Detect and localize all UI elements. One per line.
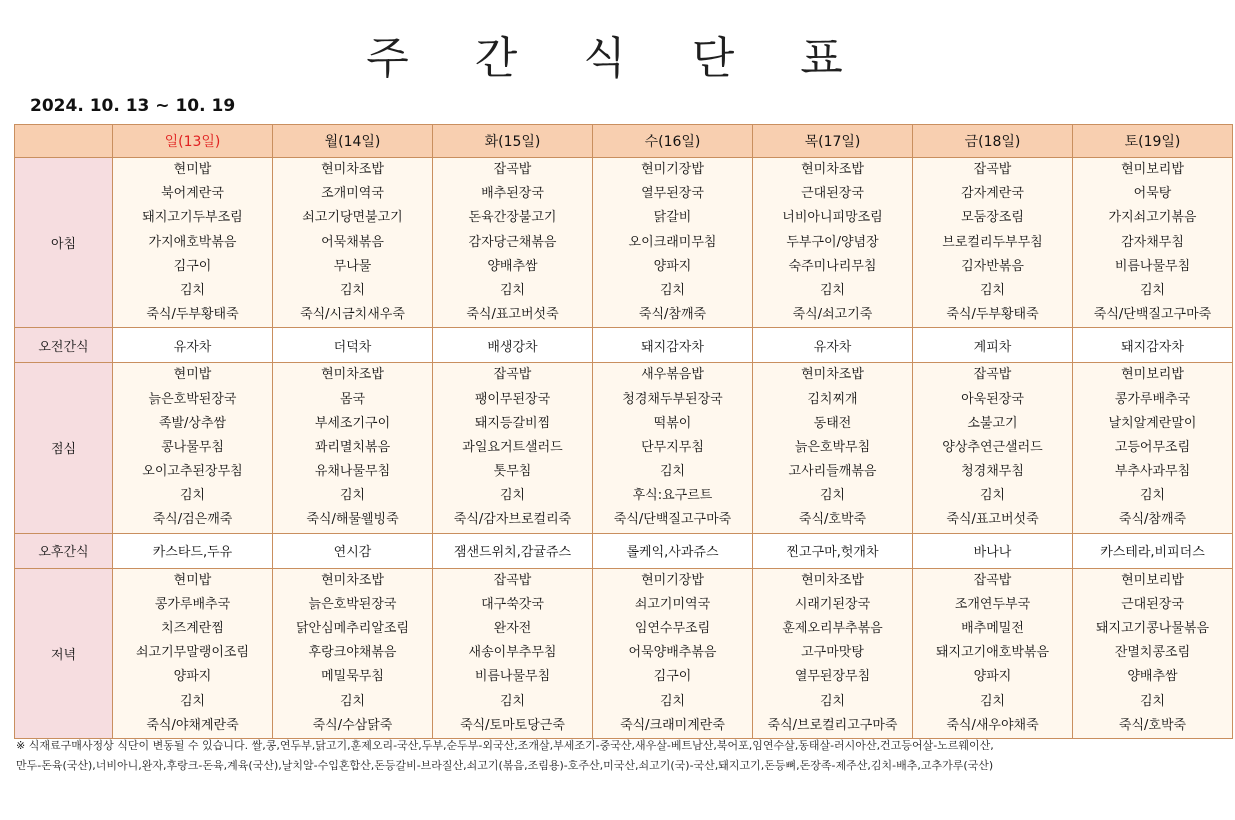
row-label: 오후간식 <box>15 533 113 568</box>
menu-item: 잔멸치콩조림 <box>1114 645 1191 661</box>
menu-item: 콩가루배추국 <box>1114 391 1191 407</box>
menu-item: 무나물 <box>333 258 372 274</box>
menu-item: 죽식/호박죽 <box>1118 717 1187 733</box>
menu-item: 잡곡밥 <box>973 367 1012 383</box>
menu-item: 돼지고기애호박볶음 <box>935 645 1050 661</box>
snack-cell: 더덕차 <box>273 328 433 363</box>
meal-cell <box>1073 363 1233 533</box>
menu-item: 가지쇠고기볶음 <box>1108 210 1197 226</box>
menu-item: 잡곡밥 <box>493 162 532 177</box>
snack-cell: 카스타드,두유 <box>113 533 273 568</box>
menu-item: 북어계란국 <box>161 186 224 202</box>
menu-item: 죽식/시금치새우죽 <box>300 307 405 323</box>
menu-item: 현미밥 <box>173 162 212 177</box>
snack-cell: 연시감 <box>273 533 433 568</box>
menu-item: 고등어무조림 <box>1114 439 1191 455</box>
menu-item: 양배추쌈 <box>487 258 538 274</box>
note-line: 만두-돈육(국산),너비아니,완자,후랑크-돈육,계육(국산),날치알-수입혼합산,돈등갈비-브라질산,쇠고기(볶음,조림용)-호주산,미국산,쇠고기(국)-국산,돼지고기,돈등뼈,돈장족-제주산,김치-배추,고추가루(국산) <box>16 759 994 772</box>
menu-item: 현미차조밥 <box>321 162 384 177</box>
menu-item: 현미차조밥 <box>801 367 864 383</box>
menu-item: 김치찌개 <box>807 391 858 407</box>
menu-item: 현미보리밥 <box>1121 367 1184 383</box>
menu-item: 양상추연근샐러드 <box>942 439 1043 455</box>
menu-item: 현미차조밥 <box>321 367 384 383</box>
meal-cell <box>273 568 433 738</box>
menu-item: 부추사과무침 <box>1114 464 1191 480</box>
meal-cell <box>753 158 913 328</box>
menu-item: 잡곡밥 <box>493 367 532 383</box>
day-header-tue: 화(15일) <box>433 125 593 158</box>
menu-item: 콩가루배추국 <box>154 596 231 612</box>
menu-item: 오이크래미무침 <box>628 234 717 250</box>
snack-cell: 유자차 <box>753 328 913 363</box>
menu-item: 죽식/브로컬리고구마죽 <box>767 717 898 733</box>
meal-cell <box>913 568 1073 738</box>
meal-row <box>15 568 1233 738</box>
meal-cell <box>433 363 593 533</box>
snack-cell: 롤케익,사과쥬스 <box>593 533 753 568</box>
menu-item: 열무된장무침 <box>794 669 871 685</box>
menu-item: 근대된장국 <box>801 186 864 202</box>
menu-item: 오이고추된장무침 <box>142 464 243 480</box>
menu-item: 현미기장밥 <box>641 572 704 588</box>
meal-cell <box>1073 158 1233 328</box>
menu-item: 새송이부추무침 <box>468 645 557 661</box>
menu-item: 늙은호박무침 <box>794 439 871 455</box>
menu-item: 죽식/참깨죽 <box>1118 512 1187 528</box>
menu-item: 가지애호박볶음 <box>148 234 237 250</box>
menu-item: 유채나물무침 <box>314 464 391 480</box>
note-line: ※ 식재료구매사정상 식단이 변동될 수 있습니다. 쌀,콩,연두부,닭고기,훈제오리-국산,두부,순두부-외국산,조개살,부세조기-중국산,새우살-베트남산,북어포,임연수살,동태살-러시아산,건고등어살-노르웨이산, <box>16 739 994 752</box>
menu-item: 양파지 <box>653 258 692 274</box>
menu-item: 김치 <box>499 282 526 298</box>
menu-item: 죽식/크래미계란죽 <box>620 717 725 733</box>
menu-item: 김치 <box>179 282 206 298</box>
menu-item: 잡곡밥 <box>973 572 1012 588</box>
date-range: 2024. 10. 13 ~ 10. 19 <box>30 96 236 116</box>
menu-item: 아욱된장국 <box>961 391 1024 407</box>
menu-item: 돼지등갈비찜 <box>474 415 551 431</box>
day-header-thu: 목(17일) <box>753 125 913 158</box>
menu-item: 숙주미나리무침 <box>788 258 877 274</box>
menu-item: 돼지고기두부조림 <box>142 210 243 226</box>
meal-cell <box>113 568 273 738</box>
menu-item: 죽식/쇠고기죽 <box>792 307 873 323</box>
menu-item: 소불고기 <box>967 415 1018 431</box>
menu-item: 쇠고기무말랭이조림 <box>135 645 250 661</box>
day-header-fri: 금(18일) <box>913 125 1073 158</box>
menu-item: 죽식/야채계란죽 <box>146 717 239 733</box>
menu-item: 쇠고기당면불고기 <box>302 210 403 226</box>
menu-item: 양파지 <box>173 669 212 685</box>
day-header-sat: 토(19일) <box>1073 125 1233 158</box>
menu-item: 근대된장국 <box>1121 596 1184 612</box>
menu-item: 죽식/참깨죽 <box>638 307 707 323</box>
menu-item: 돈육간장불고기 <box>468 210 557 226</box>
page-title: 주 간 식 단 표 <box>366 33 869 84</box>
corner-header-cell <box>15 125 113 158</box>
menu-item: 현미차조밥 <box>321 572 384 588</box>
menu-table <box>14 124 1233 739</box>
menu-item: 어묵양배추볶음 <box>628 645 717 661</box>
menu-item: 고구마맛탕 <box>801 645 864 661</box>
menu-item: 팽이무된장국 <box>474 391 551 407</box>
menu-item: 잡곡밥 <box>973 162 1012 177</box>
menu-item: 열무된장국 <box>641 186 704 202</box>
menu-item: 김치 <box>1139 282 1166 298</box>
menu-item: 훈제오리부추볶음 <box>782 621 883 636</box>
menu-item: 시래기된장국 <box>794 596 871 612</box>
menu-item: 날치알계란말이 <box>1108 415 1197 431</box>
meal-cell <box>593 568 753 738</box>
snack-cell: 찐고구마,헛개차 <box>753 533 913 568</box>
menu-item: 고사리들깨볶음 <box>788 464 877 480</box>
menu-item: 조개연두부국 <box>954 596 1031 612</box>
meal-cell <box>433 158 593 328</box>
menu-item: 김치 <box>979 488 1006 504</box>
menu-item: 두부구이/양념장 <box>786 234 879 250</box>
menu-item: 죽식/새우야채죽 <box>946 717 1039 733</box>
meal-cell <box>593 363 753 533</box>
menu-item: 김구이 <box>653 669 692 685</box>
menu-item: 후랑크야채볶음 <box>308 645 397 661</box>
menu-item: 돼지고기콩나물볶음 <box>1095 621 1210 636</box>
menu-item: 메밀묵무침 <box>321 669 384 685</box>
menu-item: 청경채두부된장국 <box>622 391 723 407</box>
menu-item: 양파지 <box>973 669 1012 685</box>
meal-row <box>15 363 1233 533</box>
menu-item: 김구이 <box>173 258 212 274</box>
snack-cell: 바나나 <box>913 533 1073 568</box>
menu-item: 죽식/표고버섯죽 <box>946 512 1039 528</box>
menu-item: 완자전 <box>493 621 532 636</box>
menu-item: 죽식/표고버섯죽 <box>466 307 559 323</box>
row-label: 점심 <box>15 363 113 533</box>
meal-cell <box>273 363 433 533</box>
row-label: 오전간식 <box>15 328 113 363</box>
menu-item: 감자계란국 <box>961 186 1024 202</box>
menu-item: 임연수무조림 <box>634 621 711 636</box>
menu-item: 죽식/호박죽 <box>798 512 867 528</box>
menu-item: 족발/상추쌈 <box>158 415 227 431</box>
meal-cell <box>593 158 753 328</box>
menu-item: 동태전 <box>813 415 852 431</box>
menu-item: 김치 <box>659 464 686 480</box>
menu-item: 죽식/감자브로컬리죽 <box>453 512 572 528</box>
menu-item: 어묵탕 <box>1133 186 1172 202</box>
menu-item: 김치 <box>979 282 1006 298</box>
snack-row <box>15 533 1233 568</box>
menu-item: 과일요거트샐러드 <box>462 439 563 455</box>
snack-cell: 배생강차 <box>433 328 593 363</box>
menu-item: 콩나물무침 <box>161 439 224 455</box>
menu-item: 잡곡밥 <box>493 572 532 588</box>
menu-item: 김치 <box>659 693 686 709</box>
menu-item: 김치 <box>1139 693 1166 709</box>
snack-cell: 계피차 <box>913 328 1073 363</box>
menu-item: 대구쑥갓국 <box>481 596 544 612</box>
snack-cell: 잼샌드위치,감귤쥬스 <box>433 533 593 568</box>
snack-row <box>15 328 1233 363</box>
menu-item: 김치 <box>1139 488 1166 504</box>
day-header-row <box>15 125 1233 158</box>
menu-item: 꽈리멸치볶음 <box>314 439 391 455</box>
menu-item: 김치 <box>339 693 366 709</box>
menu-item: 현미밥 <box>173 367 212 383</box>
menu-item: 늙은호박된장국 <box>308 596 397 612</box>
row-label: 아침 <box>15 158 113 328</box>
snack-cell: 유자차 <box>113 328 273 363</box>
meal-cell <box>273 158 433 328</box>
menu-item: 죽식/토마토당근죽 <box>460 717 565 733</box>
menu-item: 어묵채볶음 <box>321 234 384 250</box>
menu-item: 비름나물무침 <box>1114 258 1191 274</box>
row-label: 저녁 <box>15 568 113 738</box>
meal-cell <box>433 568 593 738</box>
menu-item: 김치 <box>979 693 1006 709</box>
meal-cell <box>753 568 913 738</box>
menu-item: 죽식/수삼닭죽 <box>312 717 393 733</box>
menu-item: 양배추쌈 <box>1127 669 1178 685</box>
menu-item: 김자반볶음 <box>961 258 1024 274</box>
menu-item: 현미보리밥 <box>1121 162 1184 177</box>
menu-item: 닭갈비 <box>653 210 692 226</box>
menu-item: 김치 <box>339 488 366 504</box>
snack-cell: 카스테라,비피더스 <box>1073 533 1233 568</box>
menu-item: 감자당근채볶음 <box>468 234 557 250</box>
menu-item: 몸국 <box>339 391 366 407</box>
meal-cell <box>1073 568 1233 738</box>
menu-item: 죽식/두부황태죽 <box>946 307 1039 323</box>
menu-item: 김치 <box>499 488 526 504</box>
menu-item: 감자채무침 <box>1121 234 1184 250</box>
meal-cell <box>113 158 273 328</box>
menu-item: 부세조기구이 <box>314 415 391 431</box>
menu-item: 톳무침 <box>493 464 532 480</box>
menu-item: 김치 <box>659 282 686 298</box>
snack-cell: 돼지감자차 <box>593 328 753 363</box>
menu-item: 김치 <box>339 282 366 298</box>
meal-row <box>15 158 1233 328</box>
menu-item: 김치 <box>499 693 526 709</box>
meal-cell <box>913 158 1073 328</box>
menu-item: 현미기장밥 <box>641 162 704 177</box>
menu-item: 죽식/두부황태죽 <box>146 307 239 323</box>
menu-item: 조개미역국 <box>321 186 384 202</box>
menu-item: 죽식/단백질고구마죽 <box>1093 307 1212 323</box>
menu-item: 모둠장조림 <box>961 210 1024 226</box>
meal-cell <box>913 363 1073 533</box>
menu-item: 치즈계란찜 <box>161 621 224 636</box>
menu-item: 단무지무침 <box>641 439 704 455</box>
menu-item: 배추메밀전 <box>961 621 1024 636</box>
menu-item: 현미차조밥 <box>801 162 864 177</box>
menu-item: 죽식/검은깨죽 <box>152 512 233 528</box>
menu-item: 쇠고기미역국 <box>634 596 711 612</box>
day-header-wed: 수(16일) <box>593 125 753 158</box>
menu-item: 배추된장국 <box>481 186 544 202</box>
menu-item: 늙은호박된장국 <box>148 391 237 407</box>
day-header-mon: 월(14일) <box>273 125 433 158</box>
menu-item: 김치 <box>179 488 206 504</box>
menu-item: 현미보리밥 <box>1121 572 1184 588</box>
menu-item: 떡볶이 <box>653 415 692 431</box>
day-header-sun: 일(13일) <box>113 125 273 158</box>
menu-item: 청경채무침 <box>961 464 1024 480</box>
meal-cell <box>113 363 273 533</box>
menu-item: 너비아니피망조림 <box>782 210 883 226</box>
meal-cell <box>753 363 913 533</box>
menu-item: 비름나물무침 <box>474 669 551 685</box>
menu-item: 브로컬리두부무침 <box>942 234 1043 250</box>
ingredient-origin-note <box>16 736 1221 776</box>
menu-item: 닭안심메추리알조림 <box>295 621 410 636</box>
menu-item: 김치 <box>819 693 846 709</box>
menu-item: 후식:요구르트 <box>632 488 713 504</box>
menu-item: 새우볶음밥 <box>641 367 704 383</box>
menu-item: 죽식/해물웰빙죽 <box>306 512 399 528</box>
menu-item: 김치 <box>819 282 846 298</box>
menu-item: 김치 <box>819 488 846 504</box>
snack-cell: 돼지감자차 <box>1073 328 1233 363</box>
menu-item: 현미차조밥 <box>801 572 864 588</box>
menu-item: 김치 <box>179 693 206 709</box>
menu-item: 현미밥 <box>173 572 212 588</box>
menu-item: 죽식/단백질고구마죽 <box>613 512 732 528</box>
